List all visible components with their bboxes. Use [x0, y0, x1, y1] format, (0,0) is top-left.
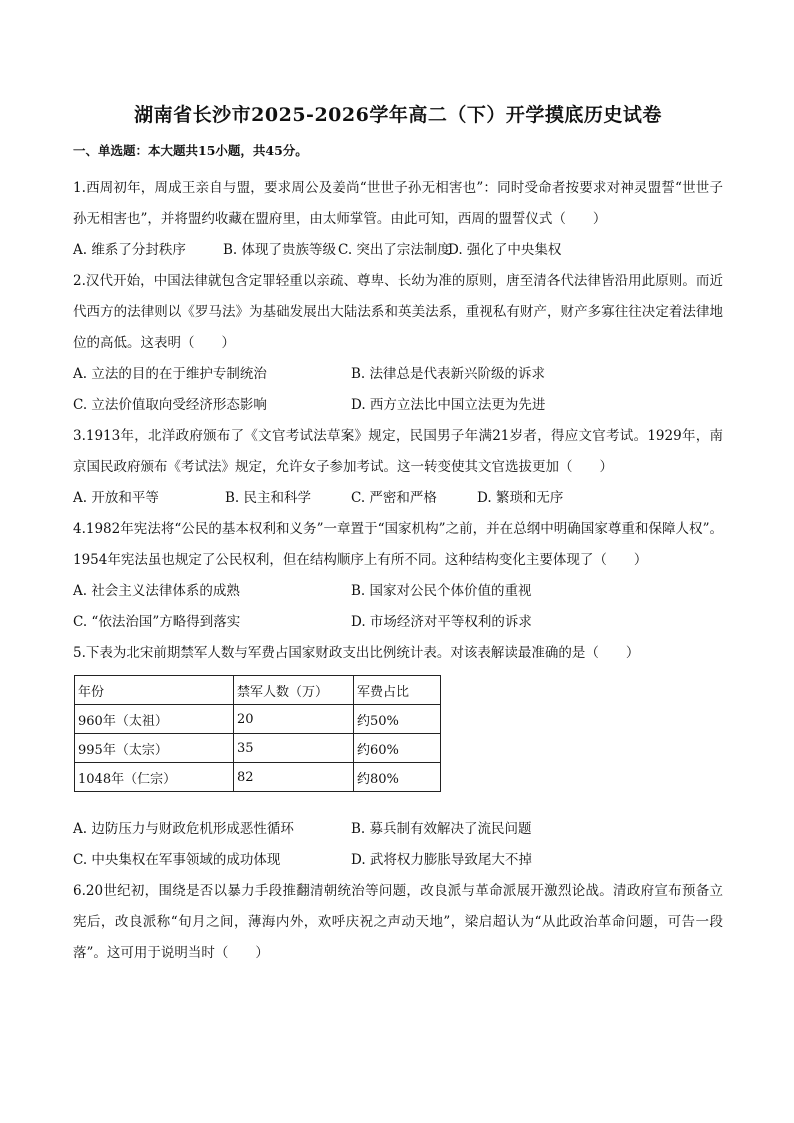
table-cell: 960年（太祖） — [75, 705, 234, 734]
question-5 — [73, 638, 723, 876]
option-a: A. 社会主义法律体系的成熟 — [73, 583, 240, 599]
question-stem: 3.1913年，北洋政府颁布了《文官考试法草案》规定，民国男子年满21岁者，得应文官考试。1929年，南京国民政府颁布《考试法》规定，允许女子参加考试。这一转变使其文官选拔更加（ ） — [73, 428, 723, 475]
table-row — [75, 705, 441, 734]
question-2 — [73, 266, 723, 421]
question-stem: 5.下表为北宋前期禁军人数与军费占国家财政支出比例统计表。对该表解读最准确的是（ ） — [73, 645, 640, 661]
options-row — [73, 483, 723, 514]
option-a: A. 维系了分封秩序 — [73, 242, 186, 258]
options-row — [73, 359, 723, 390]
option-c: C. 严密和严格 — [351, 490, 437, 506]
section-heading: 一、单选题：本大题共15小题，共45分。 — [73, 143, 308, 158]
table-cell: 35 — [234, 734, 354, 763]
question-4 — [73, 514, 723, 638]
option-d: D. 繁琐和无序 — [477, 490, 564, 506]
option-c: C. “依法治国”方略得到落实 — [73, 614, 241, 630]
options-row — [73, 576, 723, 607]
table-cell: 20 — [234, 705, 354, 734]
table-header-cell: 年份 — [75, 676, 234, 705]
option-c: C. 突出了宗法制度 — [338, 242, 451, 258]
options-row — [73, 814, 723, 845]
table-cell: 约50% — [354, 705, 441, 734]
question-stem: 4.1982年宪法将“公民的基本权利和义务”一章置于“国家机构”之前，并在总纲中明确国家尊重和保障人权”。1954年宪法虽也规定了公民权利，但在结构顺序上有所不同。这种结构变化主要体现了（ ） — [73, 521, 723, 568]
table-cell: 约60% — [354, 734, 441, 763]
table-cell: 82 — [234, 763, 354, 792]
question-stem: 6.20世纪初，围绕是否以暴力手段推翻清朝统治等问题，改良派与革命派展开激烈论战。清政府宣布预备立宪后，改良派称“旬月之间，薄海内外，欢呼庆祝之声动天地”，梁启超认为“从此政治革命问题，可告一段落”。这可用于说明当时（ ） — [73, 883, 723, 961]
question-stem: 1.西周初年，周成王亲自与盟，要求周公及姜尚“世世子孙无相害也”：同时受命者按要求对神灵盟誓“世世子孙无相害也”，并将盟约收藏在盟府里，由太师掌管。由此可知，西周的盟誓仪式（ ） — [73, 180, 723, 227]
option-a: A. 开放和平等 — [73, 490, 159, 506]
table-cell: 约80% — [354, 763, 441, 792]
exam-title: 湖南省长沙市2025-2026学年高二（下）开学摸底历史试卷 — [134, 104, 662, 126]
options-row — [73, 390, 723, 421]
option-d: D. 西方立法比中国立法更为先进 — [351, 397, 546, 413]
option-b: B. 国家对公民个体价值的重视 — [351, 583, 532, 599]
option-d: D. 市场经济对平等权利的诉求 — [351, 614, 532, 630]
options-row — [73, 607, 723, 638]
option-d: D. 强化了中央集权 — [448, 242, 562, 258]
option-a: A. 立法的目的在于维护专制统治 — [73, 366, 267, 382]
option-b: B. 体现了贵族等级 — [223, 242, 337, 258]
option-b: B. 法律总是代表新兴阶级的诉求 — [351, 366, 546, 382]
statistics-table — [74, 675, 441, 792]
table-header-row — [75, 676, 441, 705]
option-c: C. 中央集权在军事领域的成功体现 — [73, 852, 281, 868]
option-c: C. 立法价值取向受经济形态影响 — [73, 397, 267, 413]
question-stem: 2.汉代开始，中国法律就包含定罪轻重以亲疏、尊卑、长幼为准的原则，唐至清各代法律皆沿用此原则。而近代西方的法律则以《罗马法》为基础发展出大陆法系和英美法系，重视私有财产，财产多寡往往决定着法律地位的高低。这表明（ ） — [73, 273, 723, 351]
option-b: B. 民主和科学 — [225, 490, 312, 506]
table-row — [75, 763, 441, 792]
question-1 — [73, 173, 723, 266]
table-cell: 1048年（仁宗） — [75, 763, 234, 792]
table-cell: 995年（太宗） — [75, 734, 234, 763]
option-a: A. 边防压力与财政危机形成恶性循环 — [73, 821, 294, 837]
table-header-cell: 禁军人数（万） — [234, 676, 354, 705]
table-row — [75, 734, 441, 763]
question-3 — [73, 421, 723, 514]
options-row — [73, 235, 723, 266]
option-b: B. 募兵制有效解决了流民问题 — [351, 821, 532, 837]
option-d: D. 武将权力膨胀导致尾大不掉 — [351, 852, 532, 868]
exam-page — [73, 100, 723, 969]
options-row — [73, 845, 723, 876]
question-6 — [73, 876, 723, 969]
table-header-cell: 军费占比 — [354, 676, 441, 705]
